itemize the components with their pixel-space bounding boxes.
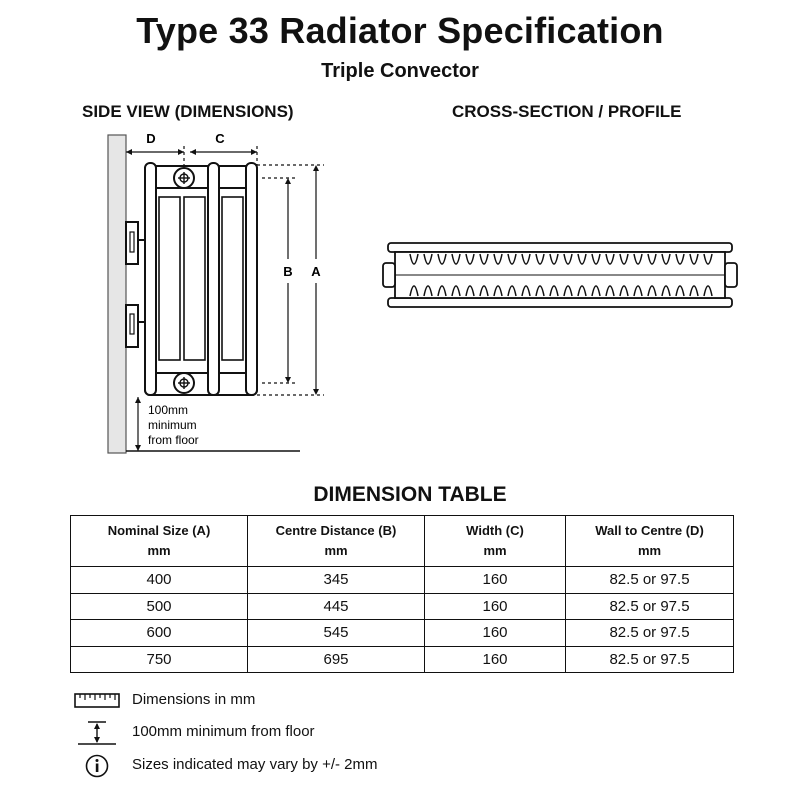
- legend-text: 100mm minimum from floor: [132, 723, 315, 740]
- info-icon: [74, 754, 120, 778]
- legend-item-floor: [74, 721, 474, 745]
- table-cell: 400: [71, 567, 248, 594]
- legend-text: Sizes indicated may vary by +/- 2mm: [132, 756, 378, 773]
- page-subtitle: Triple Convector: [321, 60, 479, 82]
- table-cell: 160: [425, 646, 566, 673]
- ruler-icon: [74, 689, 120, 713]
- floor-note-line-2: minimum: [148, 418, 197, 432]
- header-width: Width (C) mm: [425, 516, 566, 567]
- label-b: B: [283, 264, 293, 279]
- panel-1: [145, 163, 156, 395]
- table-row: [71, 593, 734, 620]
- table-header-row: [71, 516, 734, 567]
- table-cell: 82.5 or 97.5: [566, 567, 734, 594]
- table-cell: 445: [248, 593, 425, 620]
- table-cell: 345: [248, 567, 425, 594]
- table-cell: 160: [425, 567, 566, 594]
- header-nominal-size: Nominal Size (A) mm: [71, 516, 248, 567]
- left-connector: [383, 263, 395, 287]
- table-cell: 82.5 or 97.5: [566, 646, 734, 673]
- table-cell: 500: [71, 593, 248, 620]
- wall: [108, 135, 126, 453]
- table-cell: 600: [71, 620, 248, 647]
- legend-item-tolerance: [74, 754, 474, 778]
- table-row: [71, 620, 734, 647]
- table-cell: 82.5 or 97.5: [566, 593, 734, 620]
- legend-text: Dimensions in mm: [132, 691, 256, 708]
- cross-section-heading: CROSS-SECTION / PROFILE: [452, 102, 682, 121]
- table-cell: 160: [425, 593, 566, 620]
- panel-3: [246, 163, 257, 395]
- table-cell: 160: [425, 620, 566, 647]
- page-title: Type 33 Radiator Specification: [136, 10, 664, 51]
- table-cell: 545: [248, 620, 425, 647]
- table-cell: 750: [71, 646, 248, 673]
- right-connector: [725, 263, 737, 287]
- table-cell: 695: [248, 646, 425, 673]
- table-row: [71, 646, 734, 673]
- label-a: A: [311, 264, 321, 279]
- dimension-table: [70, 515, 734, 673]
- floor-clearance-icon: [74, 721, 120, 745]
- label-d: D: [146, 131, 156, 146]
- table-row: [71, 567, 734, 594]
- side-view-heading: SIDE VIEW (DIMENSIONS): [82, 102, 294, 121]
- panel-2: [208, 163, 219, 395]
- floor-note-line-1: 100mm: [148, 403, 189, 417]
- table-cell: 82.5 or 97.5: [566, 620, 734, 647]
- cross-section-profile: [383, 243, 737, 307]
- header-centre-distance: Centre Distance (B) mm: [248, 516, 425, 567]
- label-c: C: [215, 131, 225, 146]
- legend-item-dimensions: [74, 689, 474, 713]
- floor-note-line-3: from floor: [148, 433, 199, 447]
- dimension-table-title: DIMENSION TABLE: [313, 483, 507, 506]
- header-wall-to-centre: Wall to Centre (D) mm: [566, 516, 734, 567]
